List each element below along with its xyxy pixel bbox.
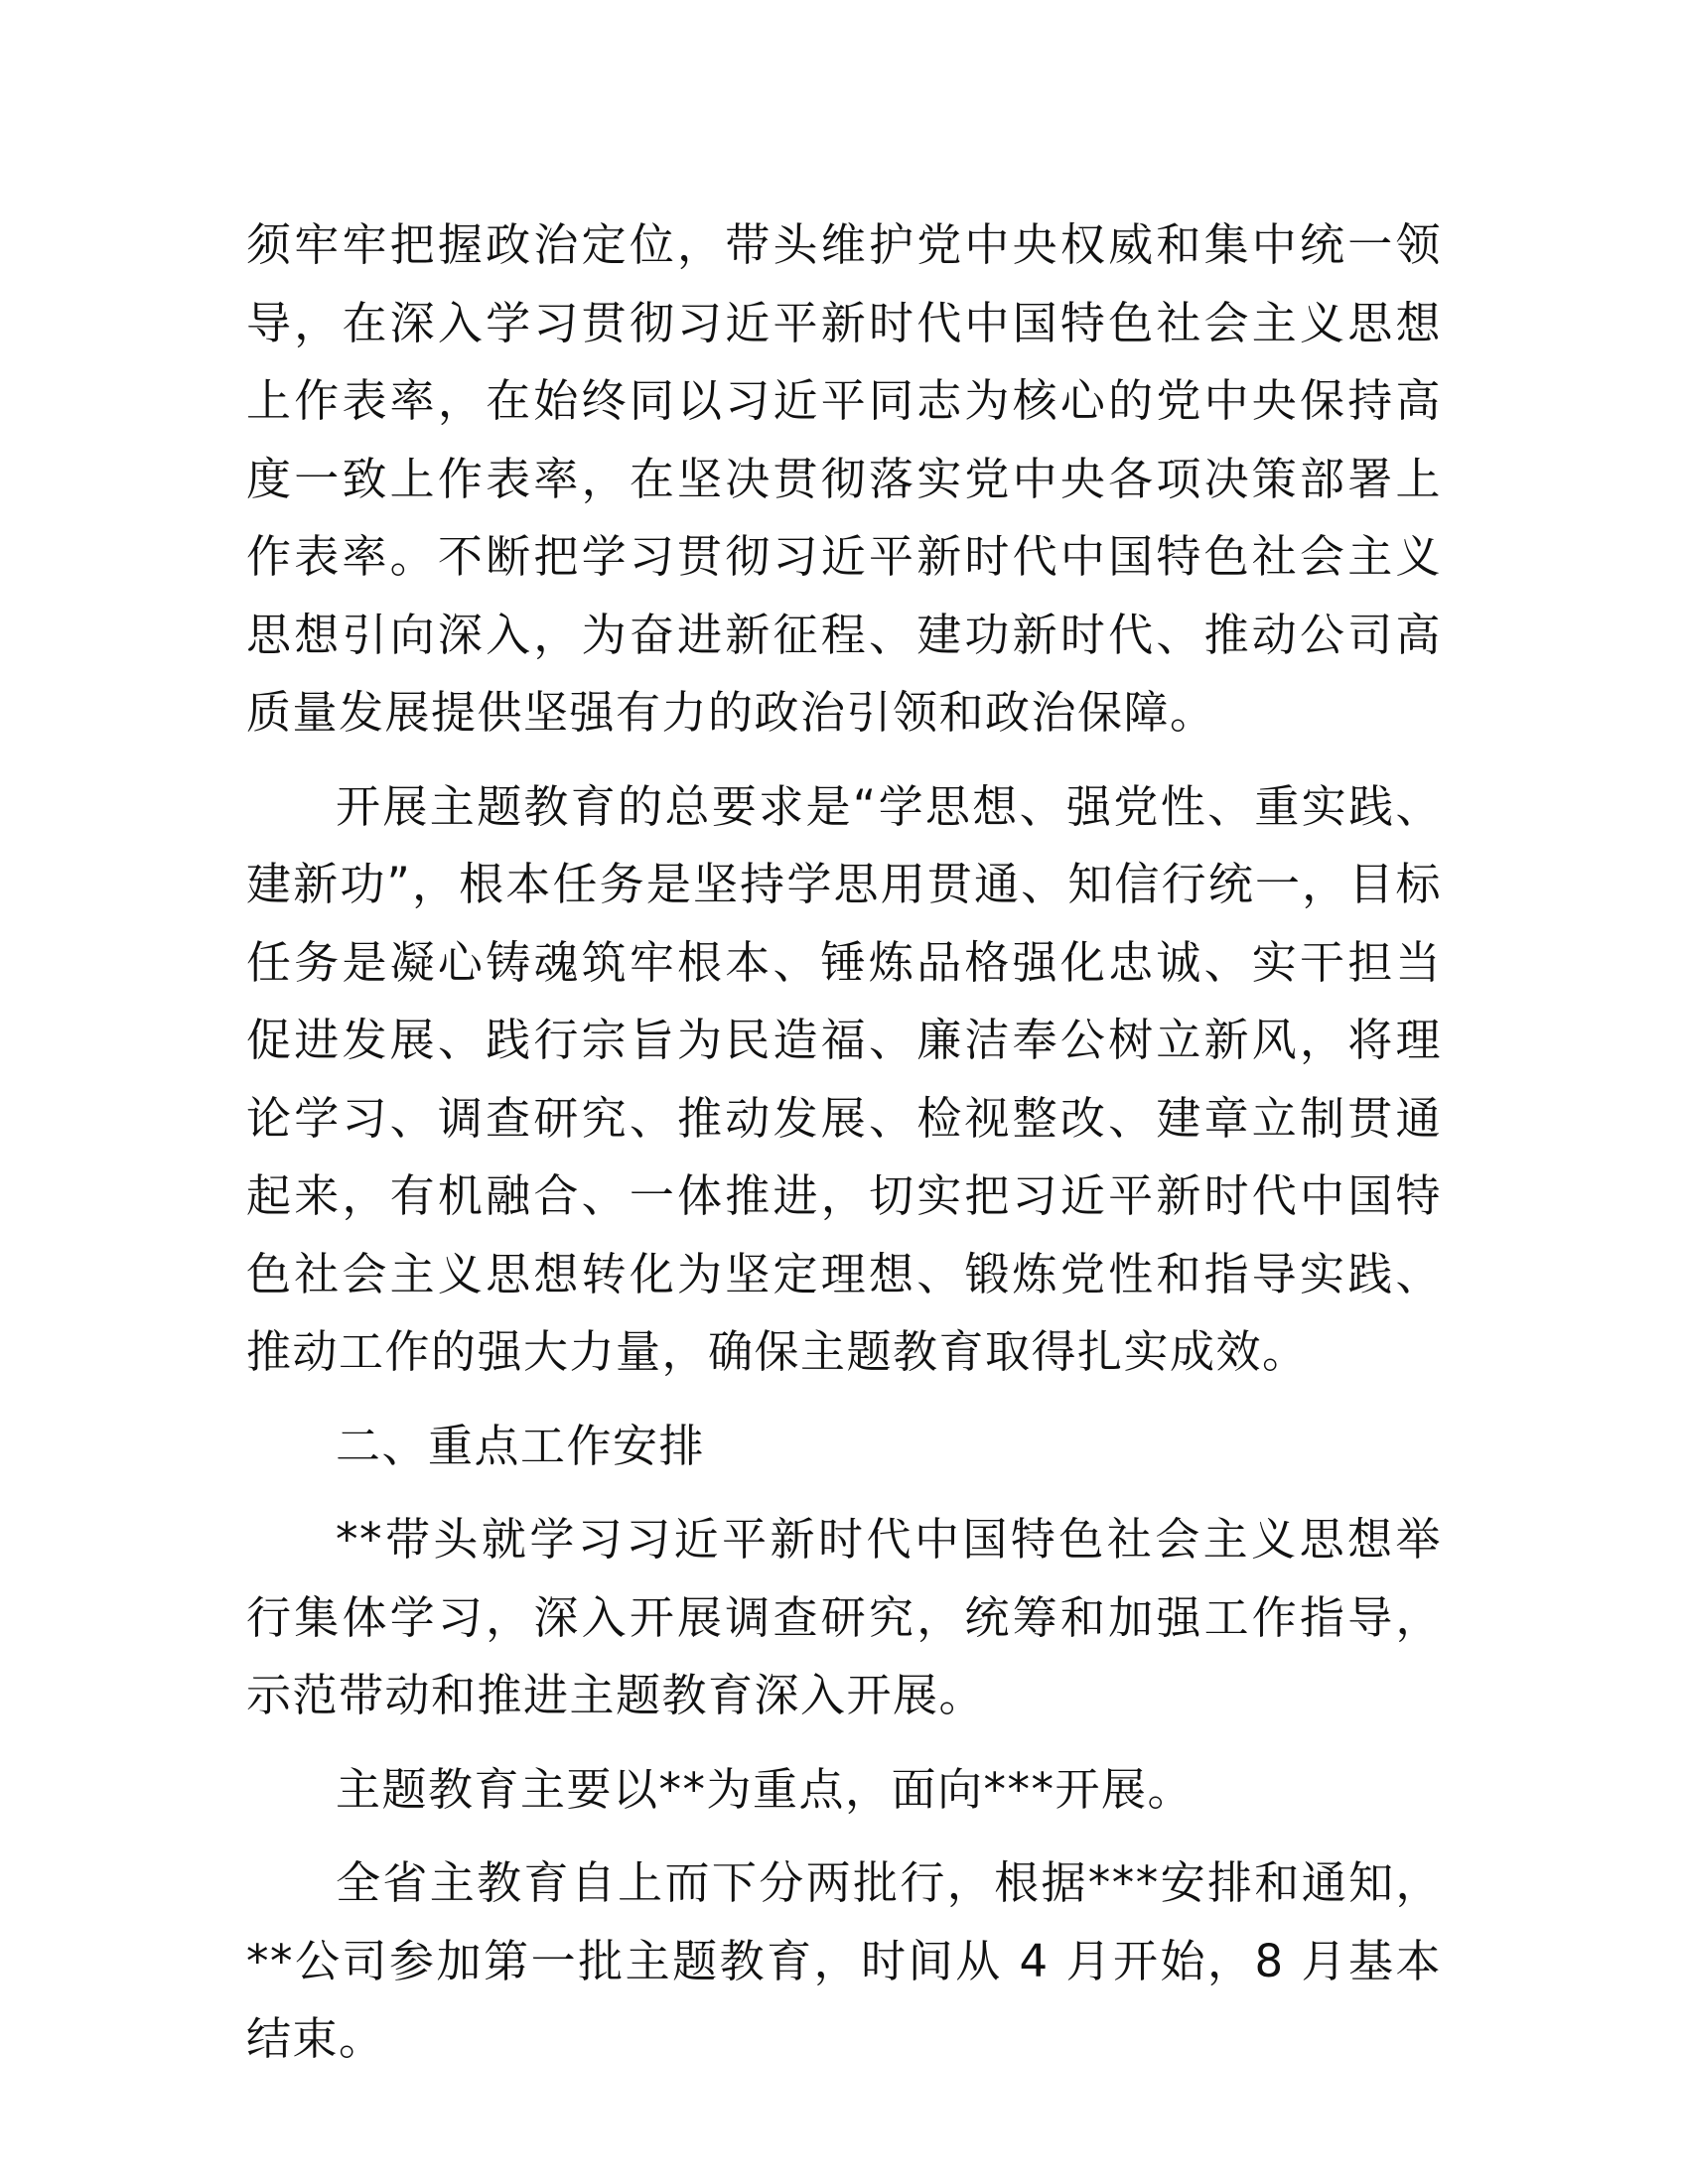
paragraph-collective-study: **带头就学习习近平新时代中国特色社会主义思想举行集体学习，深入开展调查研究，统筹和加强工作指导，示范带动和推进主题教育深入开展。 [246,1513,1442,1721]
document-body [246,206,1442,2079]
paragraph-continuation: 须牢牢把握政治定位，带头维护党中央权威和集中统一领导，在深入学习贯彻习近平新时代中国特色社会主义思想上作表率，在始终同以习近平同志为核心的党中央保持高度一致上作表率，在坚决贯彻落实党中央各项决策部署上作表率。不断把学习贯彻习近平新时代中国特色社会主义思想引向深入，为奋进新征程、建功新时代、推动公司高质量发展提供坚强有力的政治引领和政治保障。 [246,218,1442,739]
paragraph-schedule: 全省主教育自上而下分两批行，根据***安排和通知，**公司参加第一批主题教育，时间从 4 月开始，8 月基本结束。 [246,1856,1442,2065]
paragraph-focus: 主题教育主要以**为重点，面向***开展。 [336,1762,1195,1816]
paragraph-general-requirements: 开展主题教育的总要求是“学思想、强党性、重实践、建新功”，根本任务是坚持学思用贯通、知信行统一，目标任务是凝心铸魂筑牢根本、锤炼品格强化忠诚、实干担当促进发展、践行宗旨为民造福、廉洁奉公树立新风，将理论学习、调查研究、推动发展、检视整改、建章立制贯通起来，有机融合、一体推进，切实把习近平新时代中国特色社会主义思想转化为坚定理想、锻炼党性和指导实践、推动工作的强大力量，确保主题教育取得扎实成效。 [246,779,1442,1378]
section-heading-key-work: 二、重点工作安排 [336,1419,706,1472]
